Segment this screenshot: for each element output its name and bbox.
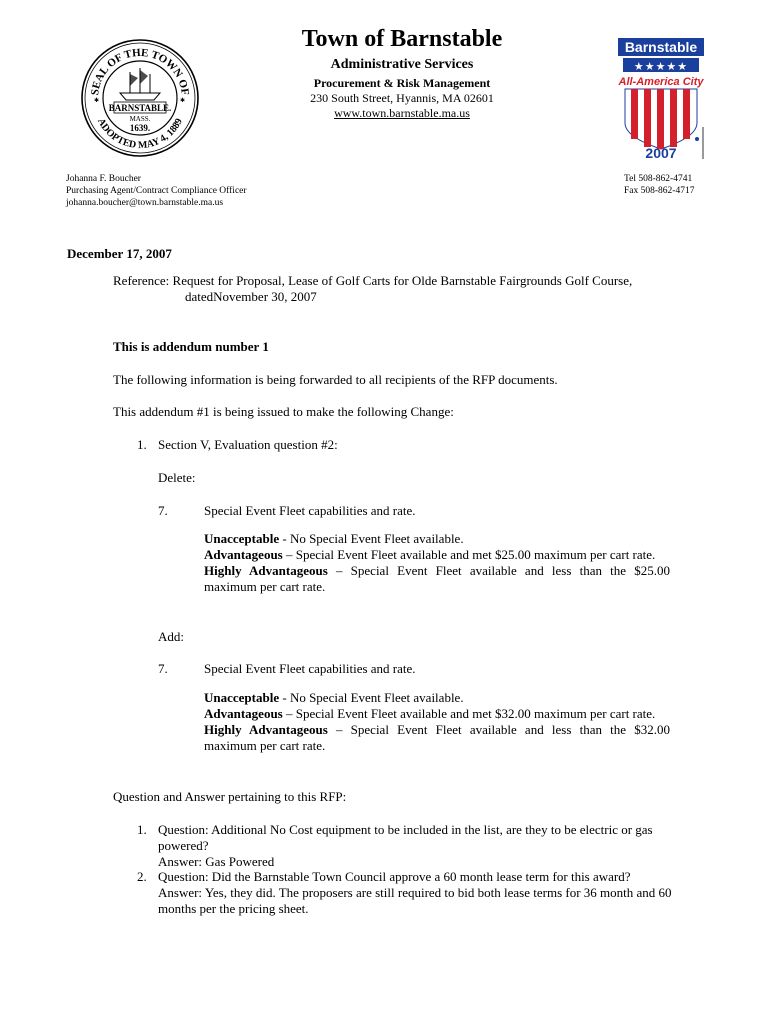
reference-line (113, 273, 683, 305)
qa-1-question: Question: Additional No Cost equipment to be included in the list, are they to be electric or gas powered? (158, 822, 653, 853)
delete-highly-advantageous-label: Highly Advantageous (204, 563, 328, 578)
qa-1-number: 1. (137, 822, 147, 837)
delete-unacceptable-text: - No Special Event Fleet available. (279, 531, 464, 546)
reference-line-1: Reference: Request for Proposal, Lease of Golf Carts for Olde Barnstable Fairgrounds Golf Course, (113, 273, 633, 288)
delete-criteria-text (204, 531, 670, 595)
qa-2-answer: Answer: Yes, they did. The proposers are still required to bid both lease terms for 36 month and 60 months per the pricing sheet. (158, 885, 672, 916)
delete-highly-advantageous-text: – Special Event Fleet available and less than the $25.00 maximum per cart rate. (204, 563, 670, 594)
add-unacceptable-label: Unacceptable (204, 690, 280, 705)
contact-tel: Tel 508-862-4741 (624, 174, 693, 184)
seal-center-state: MASS. (129, 115, 151, 123)
intro-paragraph: The following information is being forwarded to all recipients of the RFP documents. (113, 372, 558, 387)
letterhead-title: Town of Barnstable (301, 26, 503, 52)
seal-star-right-icon: ✱ (180, 98, 186, 104)
badge-stars-icon: ★★★★★ (633, 61, 689, 73)
qa-heading: Question and Answer pertaining to this RFP: (113, 789, 347, 804)
seal-center-name: BARNSTABLE. (108, 103, 172, 113)
add-highly-advantageous-row (204, 722, 670, 754)
letterhead-website-link[interactable]: www.town.barnstable.ma.us (334, 106, 470, 120)
contact-phone-block (624, 173, 694, 197)
contact-title: Purchasing Agent/Contract Compliance Officer (66, 186, 247, 196)
addendum-heading: This is addendum number 1 (113, 339, 269, 354)
qa-1-item (158, 822, 704, 870)
letterhead-division: Procurement & Risk Management (313, 76, 491, 90)
letter-date: December 17, 2007 (67, 246, 172, 261)
qa-2-number: 2. (137, 869, 147, 884)
delete-criterion-number: 7. (158, 503, 168, 518)
item-1-number: 1. (137, 437, 147, 452)
add-advantageous-text: – Special Event Fleet available and met $32.00 maximum per cart rate. (282, 706, 656, 721)
add-highly-advantageous-text: – Special Event Fleet available and less than the $32.00 maximum per cart rate. (204, 722, 670, 753)
qa-1-answer: Answer: Gas Powered (158, 854, 275, 869)
add-criteria-text (204, 690, 670, 754)
seal-adopted-text: ADOPTED MAY 4, 1889 (95, 116, 185, 152)
reference-line-2: datedNovember 30, 2007 (185, 289, 317, 304)
contact-fax: Fax 508-862-4717 (624, 186, 695, 196)
delete-highly-advantageous-row (204, 563, 670, 595)
town-seal-logo (80, 38, 200, 158)
delete-criterion-heading: Special Event Fleet capabilities and rate. (204, 503, 416, 518)
add-unacceptable-row (204, 690, 670, 706)
delete-unacceptable-row (204, 531, 670, 547)
letterhead-address: 230 South Street, Hyannis, MA 02601 (310, 91, 494, 105)
add-advantageous-row (204, 706, 670, 722)
badge-shield-stripes (625, 89, 697, 149)
all-america-city-badge (617, 37, 705, 159)
add-highly-advantageous-label: Highly Advantageous (204, 722, 328, 737)
delete-advantageous-row (204, 547, 670, 563)
badge-name: Barnstable (624, 39, 698, 55)
seal-star-left-icon: ✱ (94, 98, 100, 104)
seal-founded-year: 1639. (129, 123, 151, 133)
qa-2-question: Question: Did the Barnstable Town Council approve a 60 month lease term for this award? (158, 869, 631, 884)
change-paragraph: This addendum #1 is being issued to make the following Change: (113, 404, 454, 419)
add-advantageous-label: Advantageous (204, 706, 283, 721)
qa-2-item (158, 869, 704, 917)
add-unacceptable-text: - No Special Event Fleet available. (279, 690, 464, 705)
badge-year: 2007 (645, 145, 677, 159)
item-1-text: Section V, Evaluation question #2: (158, 437, 338, 452)
delete-label: Delete: (158, 470, 196, 485)
add-label: Add: (158, 629, 184, 644)
add-criterion-heading: Special Event Fleet capabilities and rate. (204, 661, 416, 676)
seal-ring-text: SEAL OF THE TOWN OF (89, 46, 191, 96)
letterhead-department: Administrative Services (330, 57, 474, 72)
delete-advantageous-label: Advantageous (204, 547, 283, 562)
contact-email[interactable]: johanna.boucher@town.barnstable.ma.us (66, 198, 224, 208)
delete-unacceptable-label: Unacceptable (204, 531, 280, 546)
add-criterion-number: 7. (158, 661, 168, 676)
delete-advantageous-text: – Special Event Fleet available and met $25.00 maximum per cart rate. (282, 547, 656, 562)
badge-subtitle: All-America City (618, 76, 704, 88)
contact-name: Johanna F. Boucher (66, 174, 141, 184)
contact-block (66, 173, 247, 209)
